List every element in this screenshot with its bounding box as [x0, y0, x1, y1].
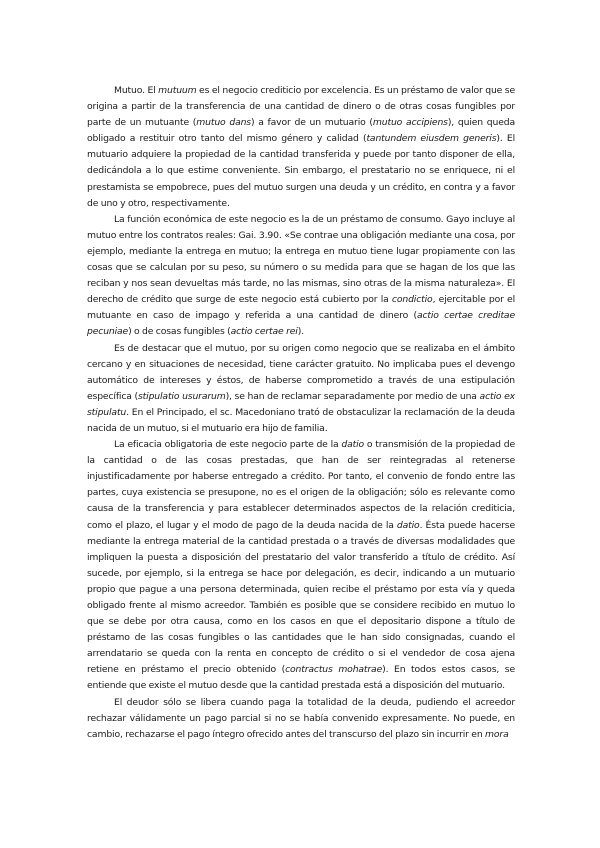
text-run: ) a favor de un mutuario ( [250, 117, 373, 129]
italic-term: datio [396, 519, 420, 531]
text-run: ). El mutuario adquiere la propiedad de la cantidad transferida y puede por tanto disponer de ella, dedicándola a lo que estime conveniente. Sin embargo, el prestatario no se enriquece, ni el prestamista se empobrece, pues del mutuo surgen una deuda y un crédito, en contra y a favor de uno y otro, respectivamente. [87, 133, 516, 209]
text-run: es el negocio crediticio por excelencia. Es un préstamo de valor que se origina a partir de la transferencia de una cantidad de dinero o de otras cosas fungibles por parte de un mutuante ( [87, 85, 515, 129]
paragraph [87, 341, 515, 438]
italic-term: actio ex stipulatu [87, 390, 515, 418]
italic-term: actio certae creditae pecuniae [87, 310, 515, 338]
text-run: , ejercitable por el mutuante en caso de impago y referida a una cantidad de dinero ( [87, 294, 516, 322]
italic-term: tantundem eiusdem generis [366, 133, 497, 145]
text-run: ). En todos estos casos, se entiende que existe el mutuo desde que la cantidad prestada está a disposición del mutuario. [87, 664, 515, 692]
italic-term: mora [485, 728, 509, 740]
text-run: ), quien queda obligado a restituir otro tanto del mismo género y calidad ( [87, 117, 516, 145]
italic-term: actio certae rei [230, 326, 298, 338]
text-run: Es de destacar que el mutuo, por su origen como negocio que se realizaba en el ámbito cercano y en situaciones de necesidad, tiene carácter gratuito. No implicaba pues el devengo automático de intereses y éstos, de haberse comprometido a través de una estipulación específica ( [87, 342, 515, 402]
italic-term: contractus mohatrae [285, 664, 383, 676]
text-run: ), se han de reclamar separadamente por medio de una [225, 390, 480, 402]
paragraph [87, 212, 515, 341]
text-run: ). [297, 326, 304, 338]
text-run: La eficacia obligatoria de este negocio parte de la [114, 439, 342, 451]
italic-term: stipulatio usurarum [138, 390, 226, 402]
document-body [87, 83, 515, 743]
italic-term: condictio [391, 294, 433, 306]
paragraph [87, 437, 515, 695]
text-run: ) o de cosas fungibles ( [128, 326, 231, 338]
text-run: La función económica de este negocio es la de un préstamo de consumo. Gayo incluye al mutuo entre los contratos reales: Gai. 3.90. «Se contrae una obligación mediante una cosa, por ejemplo, mediante la entrega en mutuo; la entrega en mutuo tiene lugar propiamente con las cosas que se calculan por su peso, su número o su medida para que se hagan de los que las reciban y nos sean devueltas más tarde, no las mismas, sino otras de la misma naturaleza». El derecho de crédito que surge de este negocio está cubierto por la [87, 213, 515, 306]
italic-term: mutuo dans [196, 117, 251, 129]
italic-term: mutuum [158, 85, 197, 96]
text-run: . En el Principado, el sc. Macedoniano trató de obstaculizar la reclamación de la deuda nacida de un mutuo, si el mutuario era hijo de familia. [87, 406, 515, 434]
text-run: Mutuo. El [114, 85, 159, 96]
italic-term: mutuo accipiens [372, 117, 448, 129]
text-run: . Ésta puede hacerse mediante la entrega material de la cantidad prestada o a través de diversas modalidades que impliquen la puesta a disposición del prestatario del valor transferido a título de crédito. Así sucede, por ejemplo, si la entrega se hace por delegación, es decir, indicando a un mutuario propio que pague a una persona determinada, quien recibe el préstamo por esta vía y queda obligado frente al mismo acreedor. También es posible que se considere recibido en mutuo lo que se debe por otra causa, como en los casos en que el depositario dispone a título de préstamo de las cosas fungibles o las cantidades que le han sido consignadas, cuando el arrendatario se queda con la renta en concepto de crédito o si el vendedor de cosa ajena retiene en préstamo el precio obtenido ( [87, 519, 515, 676]
text-run: El deudor sólo se libera cuando paga la totalidad de la deuda, pudiendo el acreedor rechazar válidamente un pago parcial si no se había convenido expresamente. No puede, en cambio, rechazarse el pago íntegro ofrecido antes del transcurso del plazo sin incurrir en [87, 696, 515, 740]
italic-term: datio [341, 439, 365, 451]
paragraph [87, 83, 515, 212]
paragraph [87, 695, 515, 743]
text-run: o transmisión de la propiedad de la cantidad o de las cosas prestadas, que han de ser reintegradas al retenerse injustificadamente por haberse entregado a crédito. Por tanto, el convenio de fondo entre las partes, cuya existencia se presupone, no es el origen de la obligación; sólo es relevante como causa de la transferencia y para establecer determinados aspectos de la relación crediticia, como el plazo, el lugar y el modo de pago de la deuda nacida de la [87, 439, 515, 531]
